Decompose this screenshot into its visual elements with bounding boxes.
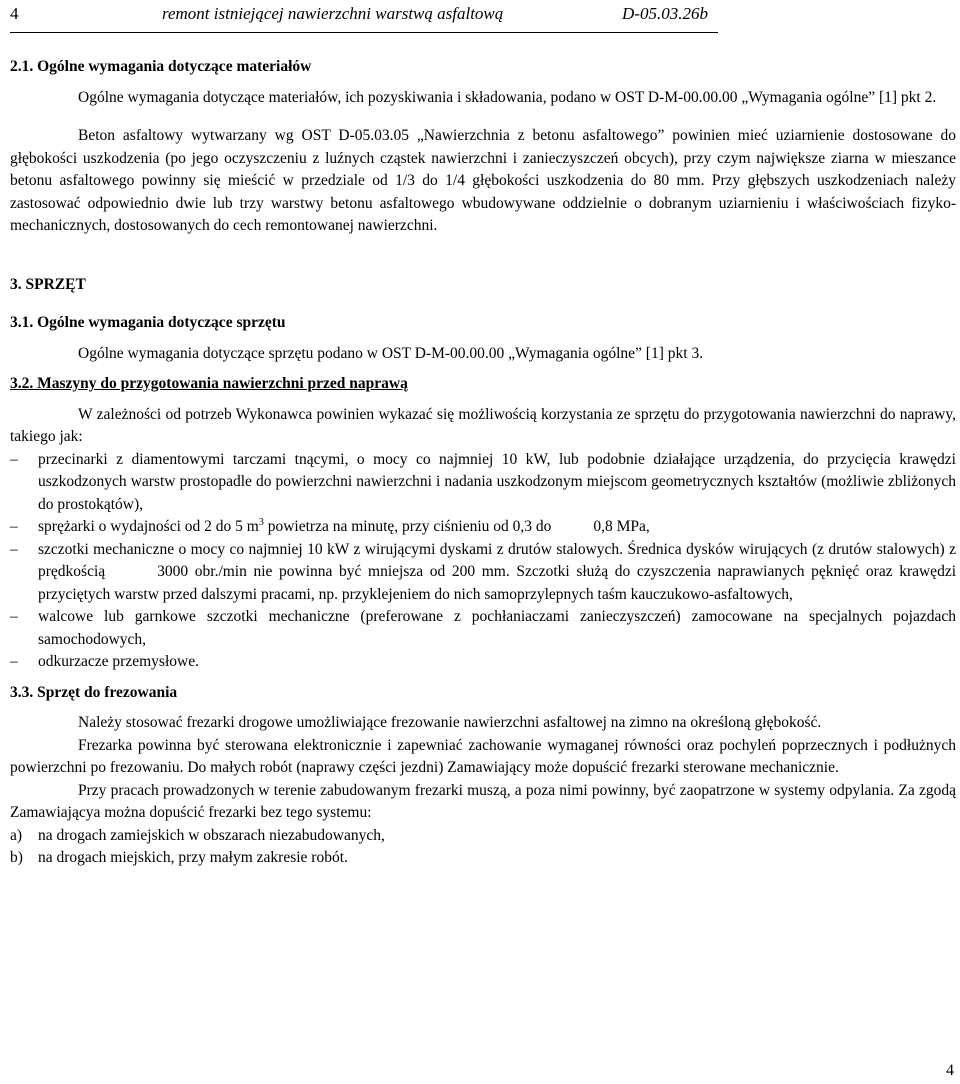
footer-page-number: 4	[946, 1062, 954, 1079]
equipment-item-text: 0,8 MPa,	[593, 518, 650, 535]
equipment-item-text: przecinarki z diamentowymi tarczami tnącymi, o mocy co najmniej 10 kW, lub podobnie działające urządzenia, do przycięcia krawędzi uszkodzonych warstw prostopadle do powierzchni nawierzchni i nadania uszkodzonym miejscom geometrycznych kształtów (możliwie zbliżonych do prostokątów),	[38, 450, 956, 513]
section-3-heading: 3. SPRZĘT	[10, 275, 86, 293]
list-dash: –	[10, 518, 18, 535]
list-dash: –	[10, 653, 18, 670]
section-3-2-paragraph: W zależności od potrzeb Wykonawca powinien wykazać się możliwością korzystania ze sprzętu do przygotowania nawierzchni do naprawy, takiego jak:	[10, 405, 956, 445]
section-3-3-heading: 3.3. Sprzęt do frezowania	[10, 683, 178, 701]
section-2-1-paragraph-2b: Przy głębszych uszkodzeniach należy zastosować odpowiednio dwie lub trzy warstwy betonu asfaltowego wbudowywane oddzielnie o dobranym uziarnieniu i właściwościach fizyko-mechanicznych, dostosowanych do cech remontowanej nawierzchni.	[10, 172, 956, 234]
section-3-1-paragraph: Ogólne wymagania dotyczące sprzętu podano w OST D-M-00.00.00 „Wymagania ogólne” [1] pkt 3.	[78, 344, 704, 362]
list-marker: b)	[10, 849, 23, 866]
equipment-item-text: odkurzacze przemysłowe.	[38, 653, 199, 670]
equipment-list-item	[10, 651, 956, 674]
page-header	[10, 0, 718, 33]
equipment-item-text: 3000 obr./min nie powinna być mniejsza od 200 mm. Szczotki służą do czyszczenia naprawianych pęknięć oraz krawędzi przyciętych warstw przed dalszymi pracami, np. przyklejeniem do nich samoprzylepnych taśm kauczukowo-asfaltowych,	[38, 563, 956, 603]
equipment-list-item	[10, 516, 956, 539]
equipment-item-text: walcowe lub garnkowe szczotki mechaniczne (preferowane z pochłaniaczami zanieczyszczeń) zamocowane na specjalnych pojazdach samochodowych,	[38, 608, 956, 648]
equipment-list-item	[10, 449, 956, 517]
section-3-2-heading: 3.2. Maszyny do przygotowania nawierzchni przed naprawą	[10, 375, 408, 392]
section-2-1-paragraph-2a: Beton asfaltowy wytwarzany wg OST D-05.03.05 „Nawierzchnia z betonu asfaltowego” powinien mieć uziarnienie dostosowane do głębokości uszkodzenia (po jego oczyszczeniu z luźnych cząstek nawierzchni i zanieczyszczeń obcych), przy czym największe ziarna w mieszance betonu asfaltowego powinny się mieścić w przedziale od 1/3 do 1/4 głębokości uszkodzenia do 80 mm.	[10, 127, 956, 189]
superscript: 3	[258, 516, 264, 528]
exception-item-text: na drogach miejskich, przy małym zakresie robót.	[38, 849, 348, 866]
document-body	[10, 56, 956, 870]
list-marker: a)	[10, 826, 23, 844]
equipment-item-text: powietrza na minutę, przy ciśnieniu od 0,3 do	[263, 518, 552, 535]
section-3-3-paragraph-2: Frezarka powinna być sterowana elektronicznie i zapewniać zachowanie wymaganej równości oraz pochyleń poprzecznych i podłużnych powierzchni po frezowaniu. Do małych robót (naprawy części jezdni) Zamawiający może dopuścić frezarki sterowane mechanicznie.	[10, 736, 956, 776]
equipment-list-item	[10, 539, 956, 607]
section-3-3-paragraph-1: Należy stosować frezarki drogowe umożliwiające frezowanie nawierzchni asfaltowej na zimno na określoną głębokość.	[78, 714, 822, 731]
exception-item-text: na drogach zamiejskich w obszarach niezabudowanych,	[38, 826, 385, 844]
section-3-3-paragraph-3: Przy pracach prowadzonych w terenie zabudowanym frezarki muszą, a poza nimi powinny, być zaopatrzone w systemy odpylania. Za zgodą Zamawiającya można dopuścić frezarki bez tego systemu:	[10, 781, 956, 821]
header-document-code: D-05.03.26b	[622, 4, 708, 23]
exception-list-item	[10, 825, 956, 848]
section-3-1-heading: 3.1. Ogólne wymagania dotyczące sprzętu	[10, 314, 286, 331]
list-dash: –	[10, 608, 18, 625]
list-dash: –	[10, 540, 18, 558]
header-page-number: 4	[10, 4, 19, 23]
section-2-1-paragraph-1: Ogólne wymagania dotyczące materiałów, ich pozyskiwania i składowania, podano w OST D-M-00.00.00 „Wymagania ogólne” [1] pkt 2.	[78, 88, 937, 106]
header-title: remont istniejącej nawierzchni warstwą asfaltową	[162, 4, 504, 23]
exception-list-item	[10, 847, 956, 870]
section-2-1-heading: 2.1. Ogólne wymagania dotyczące materiałów	[10, 58, 312, 75]
equipment-item-text: sprężarki o wydajności od 2 do 5 m	[38, 518, 259, 535]
equipment-item-text: szczotki mechaniczne o mocy co najmniej 10 kW z wirującymi dyskami z drutów stalowych. Średnica dysków wirujących (z drutów stalowych) z prędkością	[38, 540, 956, 580]
equipment-list-item	[10, 606, 956, 651]
list-dash: –	[10, 450, 18, 468]
section-2-1-paragraph-2	[10, 125, 956, 238]
